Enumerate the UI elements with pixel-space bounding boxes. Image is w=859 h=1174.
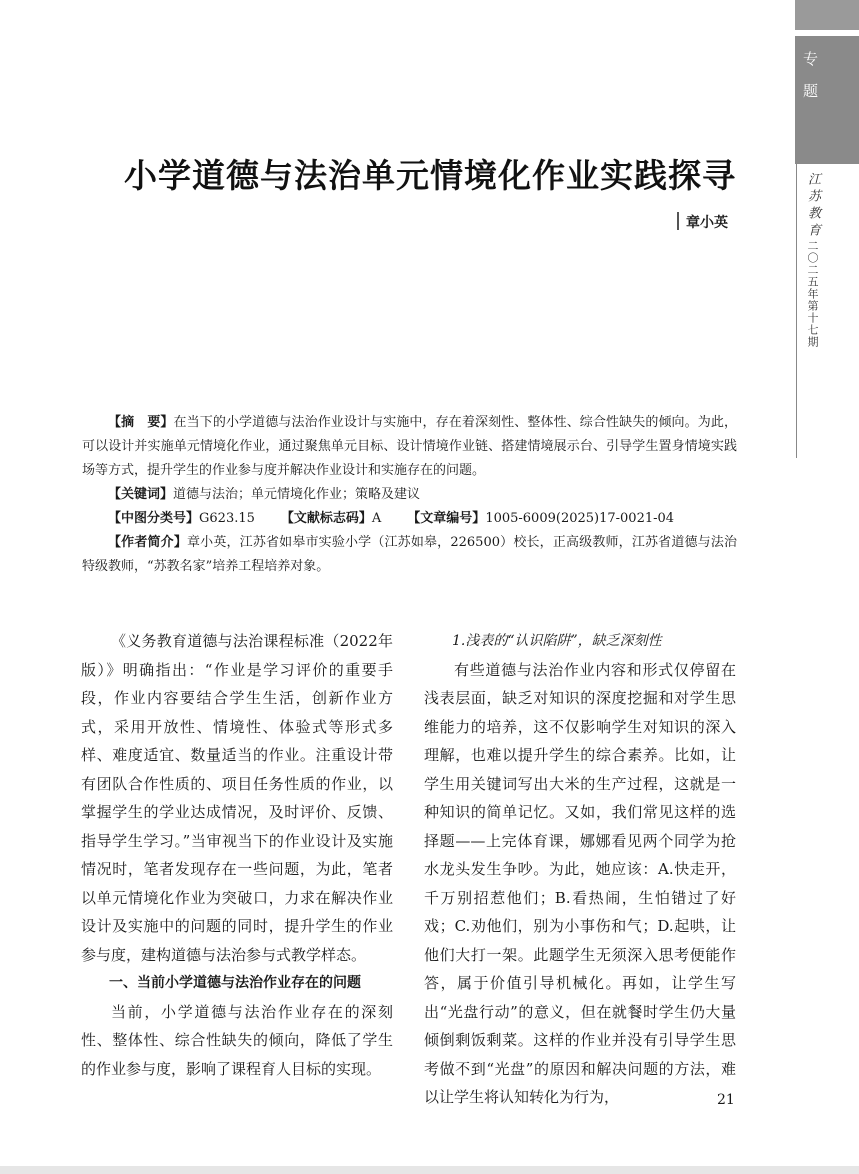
keywords <box>82 483 737 507</box>
section-heading: 一、当前小学道德与法治作业存在的问题 <box>109 975 361 991</box>
paragraph: 当前，小学道德与法治作业存在的深刻性、整体性、综合性缺失的倾向，降低了学生的作业参与度，影响了课程育人目标的实现。 <box>81 1002 393 1078</box>
article-title: 小学道德与法治单元情境化作业实践探寻 <box>124 156 736 195</box>
side-divider <box>796 164 797 458</box>
bottom-edge <box>0 1166 859 1174</box>
paragraph: 《义务教育道德与法治课程标准（2022年版）》明确指出：“作业是学习评价的重要手段，作业内容要结合学生生活，创新作业方式，采用开放性、情境性、体验式等形式多样、难度适宜、数量适当的作业。注重设计带有团队合作性质的、项目任务性质的作业，以掌握学生的学业达成情况，及时评价、反馈、指导学生学习。”当审视当下的作业设计及实施情况时，笔者发现存在一些问题，为此，笔者以单元情境化作业为突破口，力求在解决作业设计及实施中的问题的同时，提升学生的作业参与度，建构道德与法治参与式教学样态。 <box>81 632 393 964</box>
author-info-text: 章小英，江苏省如皋市实验小学（江苏如皋，226500）校长，正高级教师，江苏省道德与法治特级教师，“苏教名家”培养工程培养对象。 <box>82 535 737 574</box>
author-info <box>82 531 737 579</box>
body-column-left <box>81 627 393 1083</box>
article-no-label: 【文章编号】 <box>407 511 486 526</box>
body-column-right <box>424 627 736 1112</box>
header-band <box>795 0 859 30</box>
author-info-label: 【作者简介】 <box>108 535 188 550</box>
doc-code-label: 【文献标志码】 <box>280 511 372 526</box>
author-divider <box>677 212 679 230</box>
abstract-text: 在当下的小学道德与法治作业设计与实施中，存在着深刻性、整体性、综合性缺失的倾向。为此，可以设计并实施单元情境化作业，通过聚焦单元目标、设计情境作业链、搭建情境展示台、引导学生置身情境实践场等方式，提升学生的作业参与度并解决作业设计和实施存在的问题。 <box>82 415 737 478</box>
keywords-label: 【关键词】 <box>108 487 174 502</box>
section-tag-char: 专 <box>803 50 819 68</box>
paragraph: 有些道德与法治作业内容和形式仅停留在浅表层面，缺乏对知识的深度挖掘和对学生思维能力的培养，这不仅影响学生对知识的深入理解，也难以提升学生的综合素养。比如，让学生用关键词写出大米的生产过程，这就是一种知识的简单记忆。又如，我们常见这样的选择题——上完体育课，娜娜看见两个同学为抢水龙头发生争吵。为此，她应该：A.快走开，千万别招惹他们；B.看热闹，生怕错过了好戏；C.劝他们，别为小事伤和气；D.起哄，让他们大打一架。此题学生无须深入思考便能作答，属于价值引导机械化。再如，让学生写出“光盘行动”的意义，但在就餐时学生仍大量倾倒剩饭剩菜。这样的作业并没有引导学生思考做不到“光盘”的原因和解决问题的方法，难以让学生将认知转化为行为， <box>424 660 736 1106</box>
side-running-head <box>803 172 821 348</box>
section-tag <box>795 36 859 164</box>
abstract <box>82 411 737 483</box>
article-no-value: 1005-6009(2025)17-0021-04 <box>485 511 675 526</box>
clc-label: 【中图分类号】 <box>108 511 200 526</box>
section-tag-char: 题 <box>803 82 819 100</box>
keywords-text: 道德与法治；单元情境化作业；策略及建议 <box>173 487 421 502</box>
journal-name: 江苏教育 <box>805 172 820 240</box>
abstract-label: 【摘 要】 <box>108 415 174 430</box>
article-meta <box>82 411 737 579</box>
clc-value: G623.15 <box>199 511 255 526</box>
classification <box>82 507 737 531</box>
issue-label: 二〇二五年第十七期 <box>806 240 819 348</box>
subsection-heading: 1.浅表的“认识陷阱”，缺乏深刻性 <box>452 633 662 649</box>
page-number: 21 <box>717 1092 735 1108</box>
article-author: 章小英 <box>686 215 728 231</box>
doc-code-value: A <box>371 511 382 526</box>
